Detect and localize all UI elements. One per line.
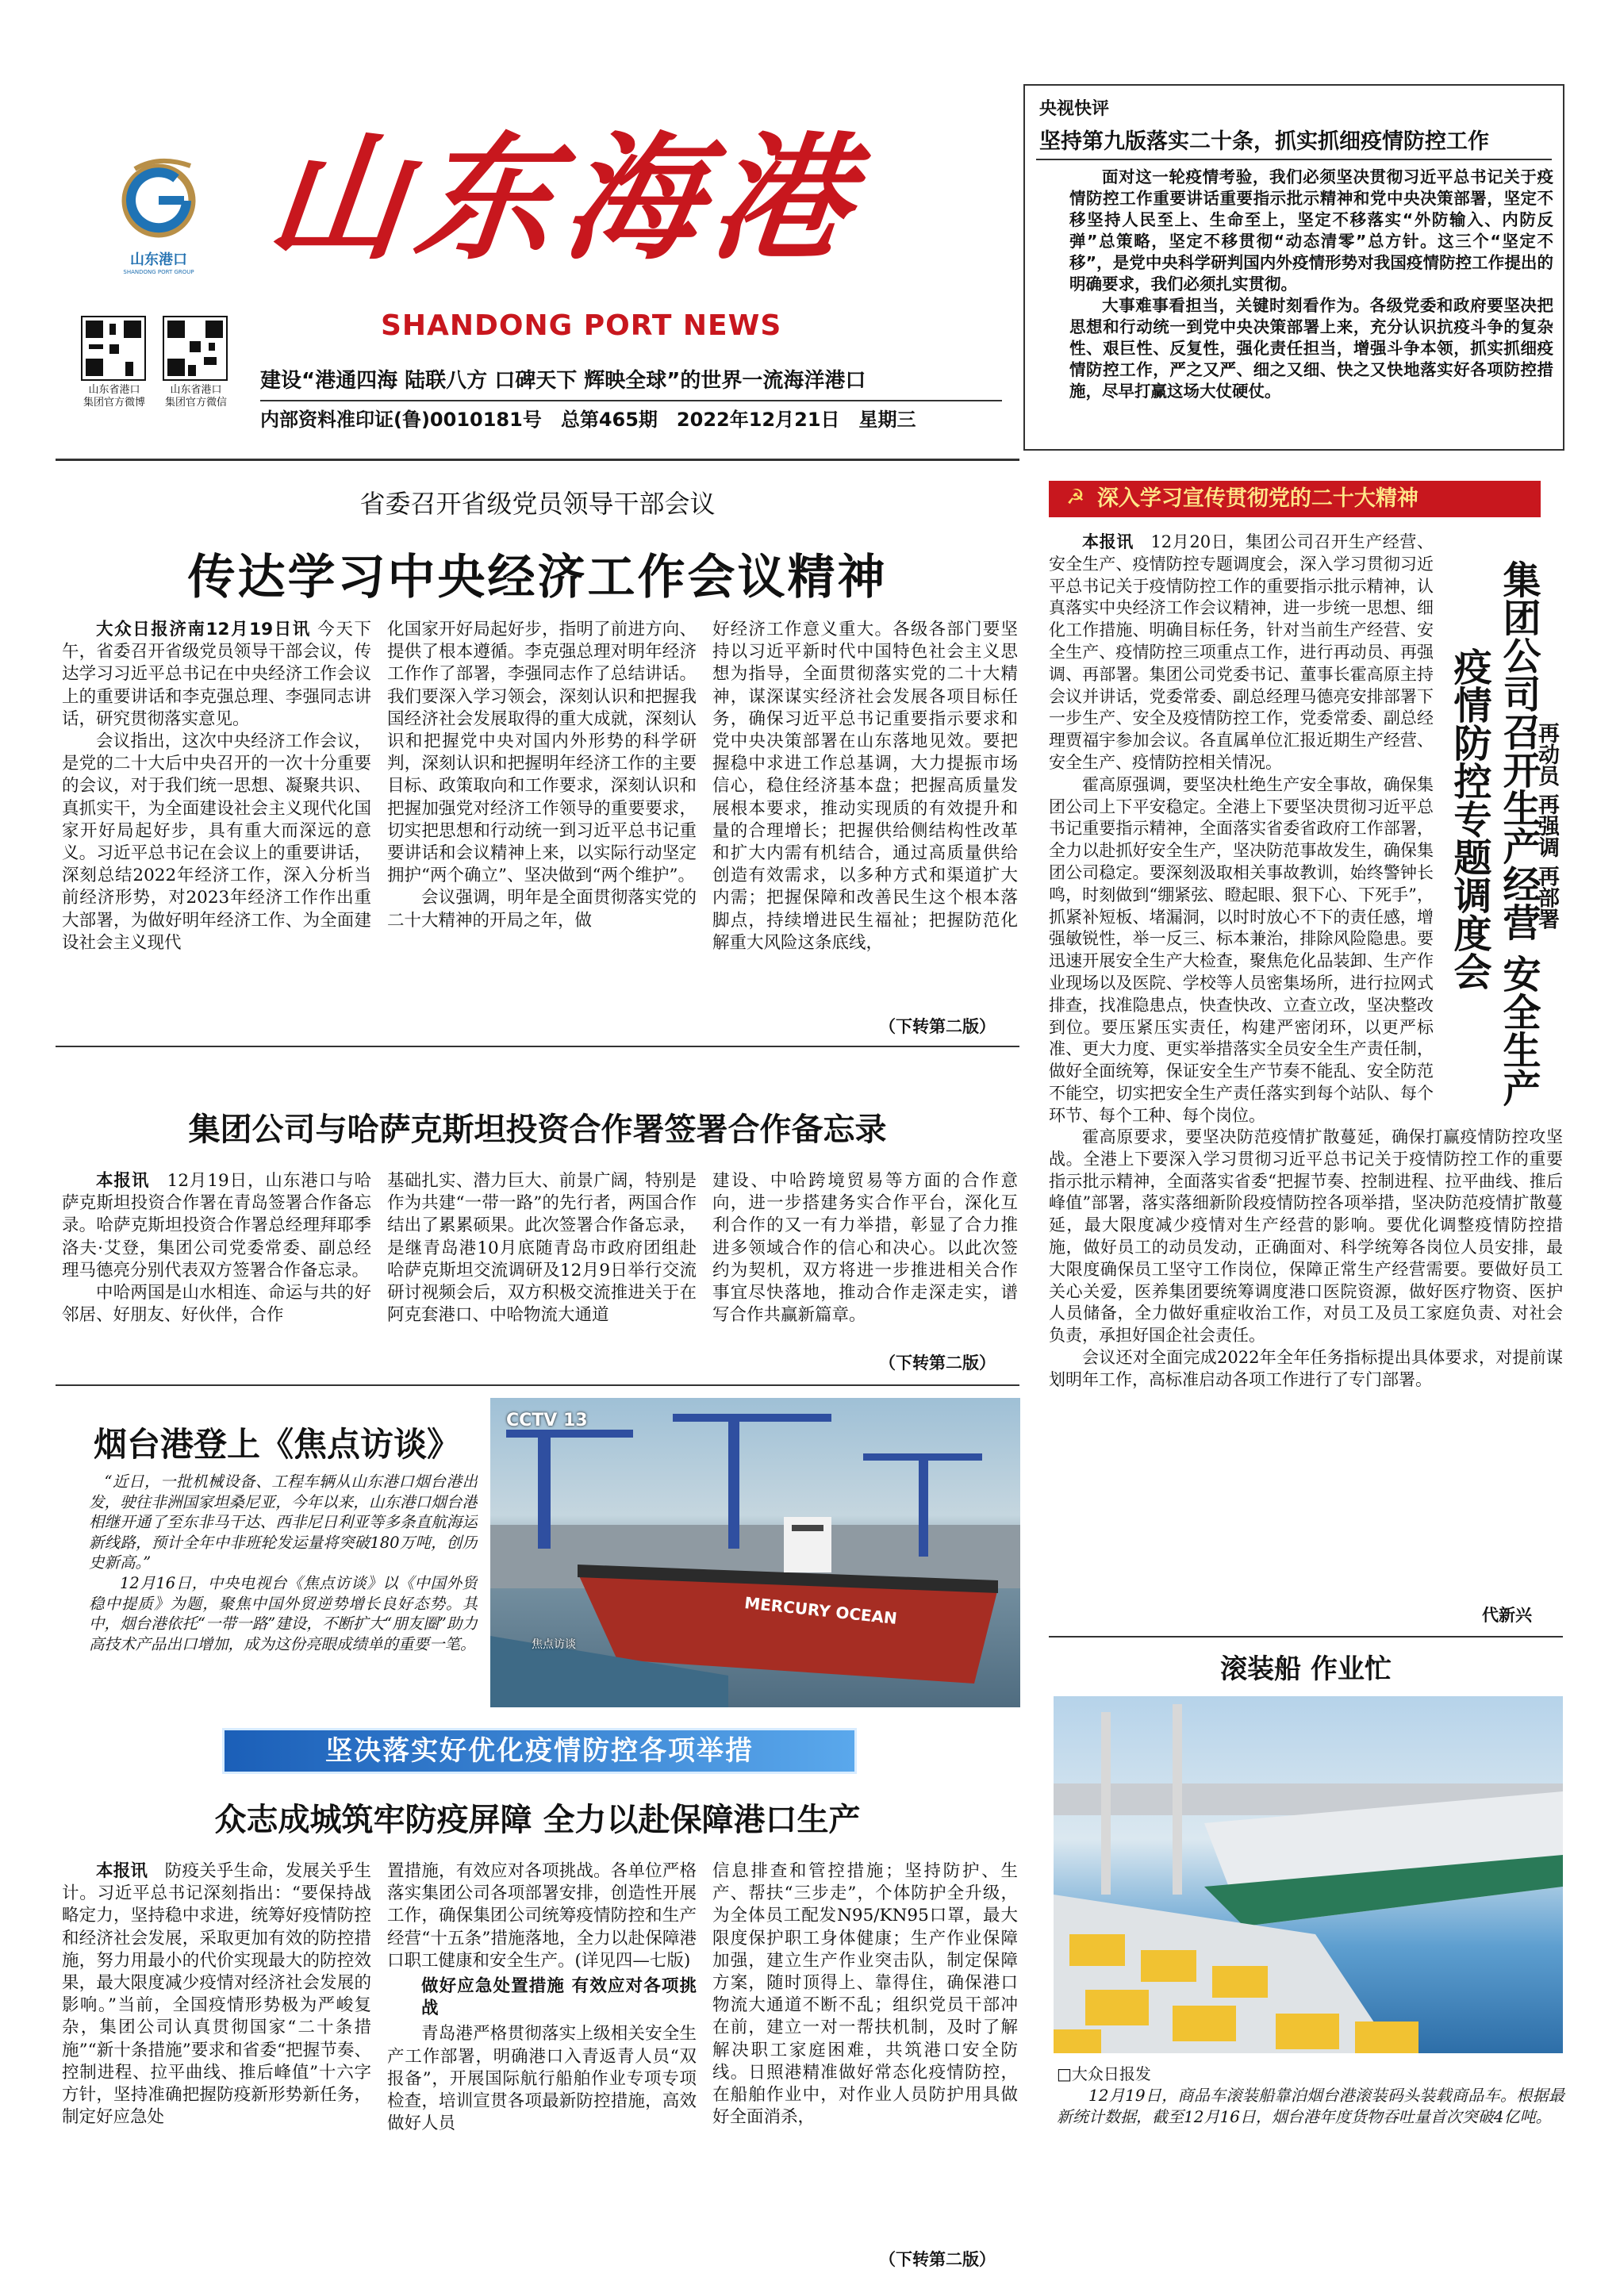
epidemic-dateline: 本报讯: [96, 1861, 148, 1881]
kazakh-dateline: 本报讯: [96, 1171, 150, 1191]
commentary-p2: 大事难事看担当，关键时刻看作为。各级党委和政府要坚决把思想和行动统一到党中央决策部署上来，充分认识抗疫斗争的复杂性、艰巨性、反复性，强化责任担当，增强斗争本领，抓实抓细疫情防控工作，严之又严、细之又细、快之又快地落实好各项防控措施，尽早打赢这场大仗硬仗。: [1069, 296, 1553, 401]
kazakh-col3: 建设、中哈跨境贸易等方面的合作意向，进一步搭建务实合作平台，深化互利合作的又一有力举措，彰显了合力推进多领域合作的信心和决心。以此次签约为契机，双方将进一步推进相关合作事宜尽快落地，推动合作走深走实，谱写合作共赢新篇章。: [712, 1171, 1018, 1326]
epidemic-col2b: 青岛港严格贯彻落实上级相关安全生产工作部署，明确港口入青返青人员“双报备”，开展国际航行船舶作业专项专项检查，培训宣贯各项最新防控措施，高效做好人员: [387, 2024, 697, 2134]
commentary-kicker: 央视快评: [1039, 99, 1110, 119]
newspaper-title: 山东海港: [261, 117, 869, 278]
kazakh-col1b: 中哈两国是山水相连、命运与共的好邻居、好朋友、好伙伴，合作: [62, 1283, 371, 1326]
epidemic-col1-text: 防疫关乎生命，发展关乎生计。习近平总书记深刻指出：“要保持战略定力，坚持稳中求进，统筹好疫情防控和经济社会发展，采取更加有效的防控措施，努力用最小的代价实现最大的防控效果，最大限度减少疫情对经济社会发展的影响。”当前，全国疫情形势极为严峻复杂，集团公司认真贯彻国家“二十条措施”“新十条措施”要求和省委“把握节奏、控制进程、拉平曲线、推后峰值”十六字方针，坚持准确把握防疫新形势新任务，制定好应急处: [62, 1861, 371, 2128]
lead-col2: 化国家开好局起好步，指明了前进方向、提供了根本遵循。李克强总理对明年经济工作作了部署，李强同志作了总结讲话。我们要深入学习领会，深刻认识和把握我国经济社会发展取得的重大成就，深刻认识和把握党中央对国内外形势的科学研判，深刻认识和把握明年经济工作的主要目标、政策取向和工作要求，深刻认识和把握加强党对经济工作领导的重要要求，切实把思想和行动统一到习近平总书记重要讲话和会议精神上来，以实际行动坚定拥护“两个确立”、坚决做到“两个维护”。: [387, 620, 697, 886]
kazakh-title: 集团公司与哈萨克斯坦投资合作署签署合作备忘录: [188, 1112, 887, 1148]
lead-col2b: 会议强调，明年是全面贯彻落实党的二十大精神的开局之年，做: [387, 888, 697, 931]
lead-col3: 好经济工作意义重大。各级各部门要坚持以习近平新时代中国特色社会主义思想为指导，全面贯彻落实党的二十大精神，谋深谋实经济社会发展各项目标任务，确保习近平总书记重要指示要求和党中央决策部署在山东落地见效。要把握稳中求进工作总基调，大力提振市场信心，稳住经济基本盘；把握高质量发展根本要求，推动实现质的有效提升和量的合理增长；把握供给侧结构性改革和扩大内需有机结合，通过高质量供给创造有效需求，以多种方式和渠道扩大内需；把握保障和改善民生这个根本落脚点，持续增进民生福祉；把握防范化解重大风险这条底线，: [712, 620, 1018, 953]
right-p3: 霍高原要求，要坚决防范疫情扩散蔓延，确保打赢疫情防控攻坚战。全港上下要深入学习贯彻习近平总书记关于疫情防控工作的重要指示批示精神，全面落实省委“把握节奏、控制进程、拉平曲线、推后峰值”部署，落实落细新阶段疫情防控各项举措，坚决防范疫情扩散蔓延，最大限度减少疫情对生产经营的影响。要优化调整疫情防控措施，做好员工的动员发动，正确面对、科学统筹各岗位人员安排，最大限度确保员工坚守工作岗位，保障正常生产经营需要。要做好员工关心关爱，医养集团要统筹调度港口医院资源，做好医疗物资、医护人员储备，全力做好重症收治工作，对员工及员工家庭负责、对社会负责，承担好国企社会责任。: [1049, 1127, 1563, 1346]
right-headline-b: 疫情防控专题调度会: [1447, 647, 1491, 990]
photo-caption: 12月19日，商品车滚装船靠泊烟台港滚装码头装载商品车。根据最新统计数据，截至12月16日，烟台港年度货物吞吐量首次突破4亿吨。: [1057, 2086, 1564, 2126]
group-logo: [111, 155, 206, 274]
slogan: 建设“港通四海 陆联八方 口碑天下 辉映全球”的世界一流海洋港口: [260, 369, 866, 393]
lead-col1b: 会议指出，这次中央经济工作会议，是党的二十大后中央召开的一次十分重要的会议，对于我们统一思想、凝聚共识、真抓实干，为全面建设社会主义现代化国家开好局起好步，具有重大而深远的意义。习近平总书记在会议上的重要讲话，深刻总结2022年经济工作，深入分析当前经济形势，对2023年经济工作作出重大部署，为做好明年经济工作、为全面建设社会主义现代: [62, 731, 371, 953]
qr-wechat-label: 山东省港口 集团官方微信: [164, 384, 227, 409]
kazakh-jump[interactable]: （下转第二版）: [879, 1353, 996, 1373]
right-dateline: 本报讯: [1082, 532, 1134, 551]
newspaper-title-en: SHANDONG PORT NEWS: [381, 309, 782, 342]
yantai-photo: [490, 1398, 1020, 1707]
epidemic-title: 众志成城筑牢防疫屏障 全力以赴保障港口生产: [214, 1802, 861, 1838]
kazakh-col2: 基础扎实、潜力巨大、前景广阔，特别是作为共建“一带一路”的先行者，两国合作结出了累累硕果。此次签署合作备忘录，是继青岛港10月底随青岛市政府团组赴哈萨克斯坦交流调研及12月9日举行交流研讨视频会后，双方积极交流推进关于在阿克套港口、中哈物流大通道: [387, 1171, 697, 1326]
kazakh-col1-text: 12月19日，山东港口与哈萨克斯坦投资合作署在青岛签署合作备忘录。哈萨克斯坦投资合作署总经理拜耶季洛夫·艾登，集团公司党委常委、副总经理马德亮分别代表双方签署合作备忘录。: [62, 1171, 371, 1280]
lead-col1-text: 今天下午，省委召开省级党员领导干部会议，传达学习习近平总书记在中央经济工作会议上的重要讲话和李克强总理、李强同志讲话，研究贯彻落实意见。: [62, 620, 371, 729]
yantai-p1: “近日，一批机械设备、工程车辆从山东港口烟台港出发，驶往非洲国家坦桑尼亚，今年以来，山东港口烟台港相继开通了至东非马干达、西非尼日利亚等多条直航海运新线路，预计全年中非班轮发运量将突破180万吨，创历史新高。”: [89, 1472, 478, 1572]
commentary-title: 坚持第九版落实二十条，抓实抓细疫情防控工作: [1039, 129, 1489, 154]
epidemic-banner: 坚决落实好优化疫情防控各项举措: [222, 1728, 857, 1774]
cctv-logo: CCTV 13: [506, 1411, 588, 1430]
lead-dateline: 大众日报济南12月19日讯: [96, 620, 311, 639]
issue-line: 内部资料准印证(鲁)0010181号 总第465期 2022年12月21日 星期三: [260, 409, 916, 431]
theme-bar: [1049, 481, 1541, 517]
commentary-p1: 面对这一轮疫情考验，我们必须坚决贯彻习近平总书记关于疫情防控工作重要讲话重要指示批示精神和党中央决策部署，坚定不移坚持人民至上、生命至上，坚定不移落实“外防输入、内防反弹”总策略，坚定不移贯彻“动态清零”总方针。这三个“坚定不移”，是党中央科学研判国内外疫情形势对我国疫情防控工作提出的明确要求，我们必须扎实贯彻。: [1069, 167, 1553, 294]
ship-name-text: MERCURY OCEAN: [743, 1592, 898, 1629]
right-deck: 再动员 再强调 再部署: [1534, 722, 1559, 930]
lead-jump[interactable]: （下转第二版）: [879, 1017, 996, 1036]
qr-wechat[interactable]: [163, 316, 228, 381]
lead-subtitle: 省委召开省级党员领导干部会议: [359, 489, 716, 519]
right-byline: 代新兴: [1482, 1606, 1532, 1625]
commentary-box: [1023, 84, 1564, 451]
right-p1: 12月20日，集团公司召开生产经营、安全生产、疫情防控专题调度会，深入学习贯彻习近平总书记关于疫情防控工作的重要指示批示精神，认真落实中央经济工作会议精神，进一步统一思想、细化工作措施、明确目标任务，针对当前生产经营、安全生产、疫情防控三项重点工作，进行再动员、再强调、再部署。集团公司党委书记、董事长霍高原主持会议并讲话，党委常委、副总经理马德亮安排部署下一步生产、安全及疫情防控工作，党委常委、副总经理贾福宇参加会议。各直属单位汇报近期生产经营、安全生产、疫情防控相关情况。: [1049, 532, 1434, 772]
group-logo-icon: [111, 155, 206, 250]
qr-weibo-label: 山东省港口 集团官方微博: [83, 384, 145, 409]
logo-caption-en: SHANDONG PORT GROUP: [123, 269, 194, 275]
right-headline-a: 集团公司召开生产经营 安全生产: [1496, 560, 1541, 1107]
focus-interview-watermark: 焦点访谈: [532, 1638, 576, 1651]
qr-weibo[interactable]: [81, 316, 146, 381]
yantai-p2: 12月16日，中央电视台《焦点访谈》以《中国外贸稳中提质》为题，聚焦中国外贸逆势增长良好态势。其中，烟台港依托“一带一路”建设，不断扩大“朋友圈”助力高技术产品出口增加，成为这份亮眼成绩单的重要一笔。: [89, 1573, 478, 1653]
epidemic-col3: 信息排查和管控措施；坚持防护、生产、帮扶“三步走”，个体防护全升级，为全体员工配发N95/KN95口罩，最大限度保护职工身体健康；生产作业保障加强，建立生产作业突击队，制定保障方案，随时顶得上、靠得住，确保港口物流大通道不断不乱；组织党员干部冲在前，建立一对一帮扶机制，及时了解解决职工家庭困难，共筑港口安全防线。日照港精准做好常态化疫情防控，在船舶作业中，对作业人员防护用具做好全面消杀，: [712, 1861, 1018, 2128]
party-emblem-icon: ☭: [1066, 486, 1085, 509]
lead-title: 传达学习中央经济工作会议精神: [187, 550, 888, 605]
right-p2a: 霍高原强调，要坚决杜绝生产安全事故，确保集团公司上下平安稳定。全港上下要坚决贯彻习近平总书记重要指示精神，全面落实省委省政府工作部署，全力以赴抓好安全生产，坚决防范事故发生，确保集团公司稳定。要深刻汲取相关事故教训，始终警钟长鸣，时刻做到“绷紧弦、瞪起眼、狠下心、下死手”，抓紧补短板、堵漏洞，以时时放心不下的责任感，增强敏锐性，举一反三、标本兼治，排除风险隐患。要迅速开展安全生产大检查，聚焦危化品装卸、生产作业现场以及医院、学校等人员密集场所，进行拉网式排查，找准隐患点，快查快改、立查立改，坚决整改到位。要压紧压实责任，构建严密闭环，以更严标准、更大力度、更实举措落实全员安全生产责任制，做好全面统筹，保证安全生产节奏不能乱、安全防范不能空，切实把安全生产责任落实到每个站队、每个环节、每个工种、每个岗位。: [1049, 774, 1434, 1125]
photo-credit: □大众日报发: [1057, 2064, 1151, 2083]
epidemic-col2-subhead: 做好应急处置措施 有效应对各项挑战: [421, 1976, 697, 2019]
photo-story-title: 滚装船 作业忙: [1220, 1653, 1392, 1685]
yantai-title: 烟台港登上《焦点访谈》: [94, 1425, 461, 1464]
rollon-photo: [1054, 1696, 1563, 2053]
epidemic-col2: 置措施，有效应对各项挑战。各单位严格落实集团公司各项部署安排，创造性开展工作，确保集团公司统筹疫情防控和生产经营“十五条”措施落地，全力以赴保障港口职工健康和安全生产。(详见四—七版): [387, 1861, 697, 1971]
theme-bar-text: 深入学习宣传贯彻党的二十大精神: [1096, 486, 1418, 511]
right-p4: 会议还对全面完成2022年全年任务指标提出具体要求，对提前谋划明年工作，高标准启动各项工作进行了专门部署。: [1049, 1347, 1563, 1389]
epidemic-jump[interactable]: （下转第二版）: [879, 2250, 996, 2269]
logo-caption: 山东港口: [130, 251, 187, 268]
